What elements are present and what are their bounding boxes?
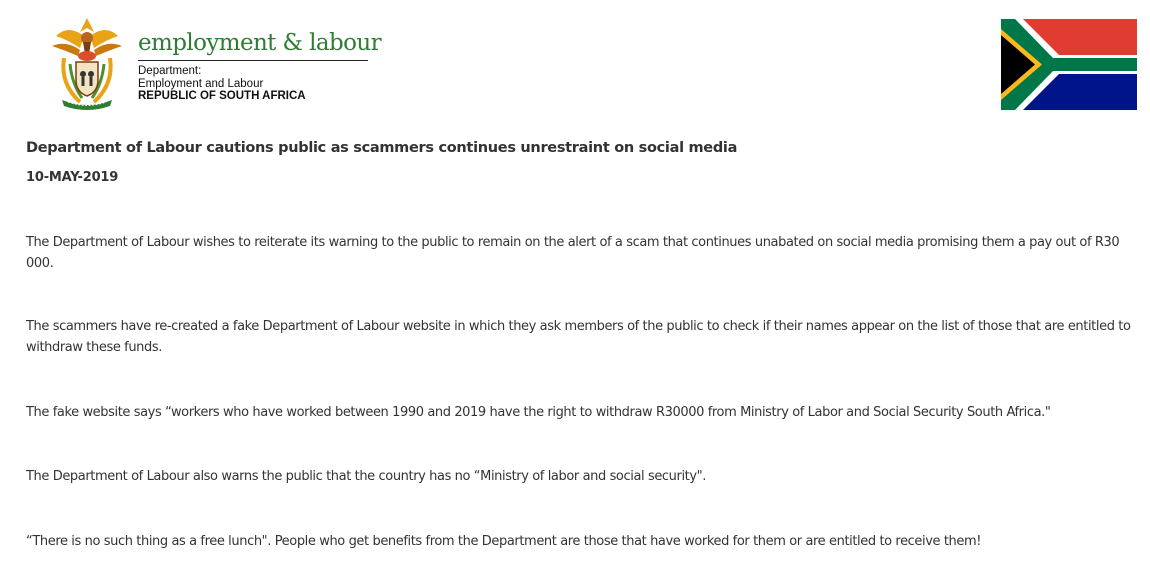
article-paragraph-1: The Department of Labour wishes to reiterate its warning to the public to remain on the alert of a scam that continues unabated on social media promising them a pay out of R30 000. <box>26 235 1120 271</box>
brand-title: employment & labour <box>138 30 381 56</box>
dept-line-1: Department: <box>138 65 202 77</box>
department-lines <box>138 65 370 103</box>
article-paragraph-4: The Department of Labour also warns the public that the country has no “Ministry of labor and social security". <box>26 469 706 484</box>
article-paragraph-3: The fake website says “workers who have worked between 1990 and 2019 have the right to withdraw R30000 from Ministry of Labor and Social Security South Africa." <box>26 405 1051 420</box>
article-headline: Department of Labour cautions public as scammers continues unrestraint on social media <box>26 140 738 156</box>
brand-divider <box>138 60 368 61</box>
page-header <box>0 0 1150 120</box>
dept-line-2: Employment and Labour <box>138 77 264 90</box>
south-africa-flag-icon <box>1001 19 1137 110</box>
article-paragraph-2: The scammers have re-created a fake Department of Labour website in which they ask members of the public to check if their names appear on the list of those that are entitled to withdraw these funds. <box>26 319 1131 355</box>
press-release <box>26 136 1144 549</box>
article-paragraph-5: “There is no such thing as a free lunch". People who get benefits from the Department are those that have worked for them or are entitled to receive them! <box>26 534 982 549</box>
coat-of-arms-icon <box>50 14 124 110</box>
brand-block <box>138 28 381 103</box>
dept-line-3: REPUBLIC OF SOUTH AFRICA <box>138 90 306 102</box>
article-date: 10-MAY-2019 <box>26 170 119 185</box>
